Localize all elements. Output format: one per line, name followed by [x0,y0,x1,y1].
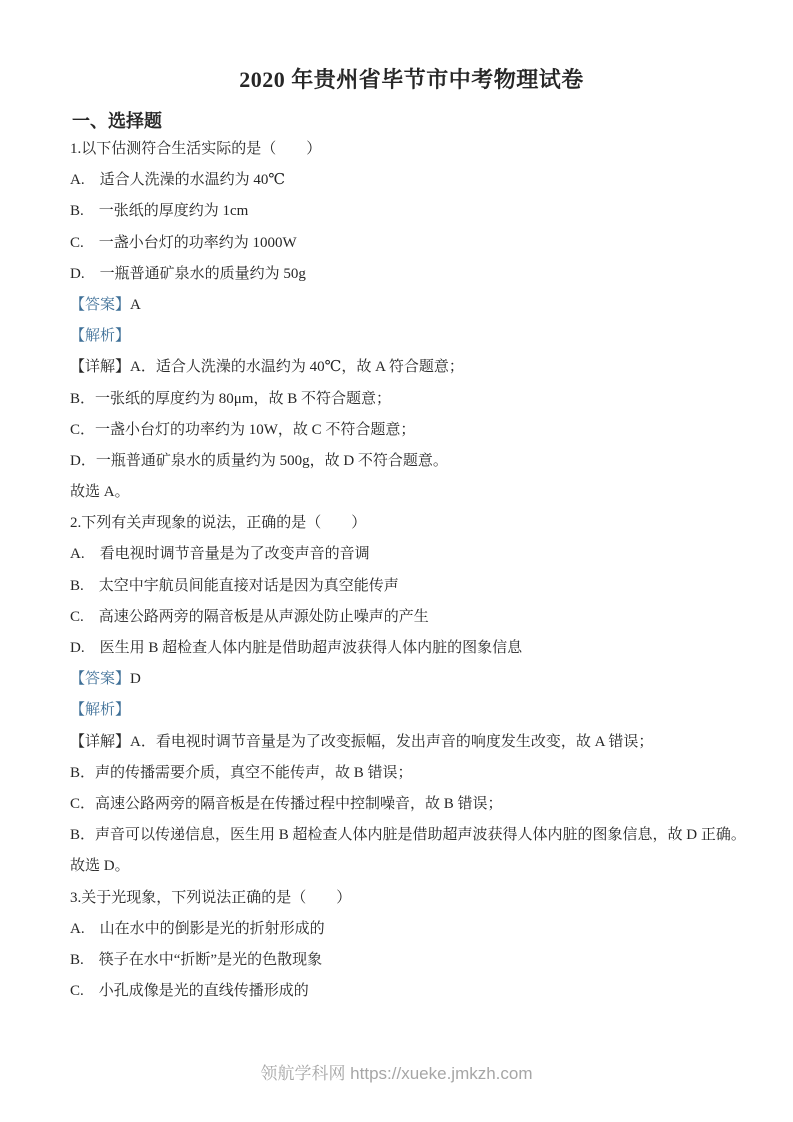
question-3-option-b: B. 筷子在水中“折断”是光的色散现象 [70,951,323,968]
question-2-detail-d: B．声音可以传递信息，医生用 B 超检查人体内脏是借助超声波获得人体内脏的图象信息，故 D 正确。 [70,827,746,844]
question-1-option-b: B. 一张纸的厚度约为 1cm [70,203,249,220]
question-1-option-d: D. 一瓶普通矿泉水的质量约为 50g [70,265,306,282]
question-2-option-b: B. 太空中宇航员间能直接对话是因为真空能传声 [70,577,399,594]
question-2-analysis-line [70,695,753,726]
question-2-option-a: A. 看电视时调节音量是为了改变声音的音调 [70,546,370,563]
question-2-detail-b: B．声的传播需要介质，真空不能传声，故 B 错误； [70,764,413,781]
answer-label: 【答案】 [70,296,131,313]
question-1-stem: 1.以下估测符合生活实际的是（ ） [70,141,322,157]
question-2-detail-c: C．高速公路两旁的隔音板是在传播过程中控制噪音，故 B 错误； [70,795,503,812]
question-3-stem: 3.关于光现象，下列说法正确的是（ ） [70,889,352,906]
question-1-detail-c: C．一盏小台灯的功率约为 10W，故 C 不符合题意； [70,421,416,438]
answer-value: A [130,296,141,313]
question-2-conclusion: 故选 D。 [70,858,130,875]
question-1-detail-a: 【详解】A．适合人洗澡的水温约为 40℃，故 A 符合题意； [70,359,464,376]
answer-label: 【答案】 [70,671,131,688]
question-1 [70,134,753,508]
watermark-footer: 领航学科网 https://xueke.jmkzh.com [260,1064,533,1083]
question-1-conclusion: 故选 A。 [70,484,130,501]
analysis-label: 【解析】 [70,702,131,719]
question-2-detail-a: 【详解】A．看电视时调节音量是为了改变振幅，发出声音的响度发生改变，故 A 错误； [70,733,654,750]
question-1-analysis-line [70,321,753,352]
question-2-answer-line [70,664,753,695]
question-1-answer-line [70,290,753,321]
question-2 [70,508,753,882]
question-3-option-c: C. 小孔成像是光的直线传播形成的 [70,983,309,1000]
answer-value: D [130,671,141,688]
question-1-option-c: C. 一盏小台灯的功率约为 1000W [70,234,297,251]
question-2-stem: 2.下列有关声现象的说法，正确的是（ ） [70,515,367,532]
section-heading: 一、选择题 [72,111,162,131]
question-1-detail-d: D．一瓶普通矿泉水的质量约为 500g，故 D 不符合题意。 [70,452,448,469]
analysis-label: 【解析】 [70,328,131,345]
question-1-detail-b: B．一张纸的厚度约为 80μm，故 B 不符合题意； [70,390,391,407]
question-3 [70,883,753,1008]
page-title: 2020 年贵州省毕节市中考物理试卷 [239,67,584,92]
question-1-option-a: A. 适合人洗澡的水温约为 40℃ [70,172,286,189]
question-2-option-d: D. 医生用 B 超检查人体内脏是借助超声波获得人体内脏的图象信息 [70,640,523,656]
question-3-option-a: A. 山在水中的倒影是光的折射形成的 [70,920,325,937]
question-2-option-c: C. 高速公路两旁的隔音板是从声源处防止噪声的产生 [70,608,429,625]
